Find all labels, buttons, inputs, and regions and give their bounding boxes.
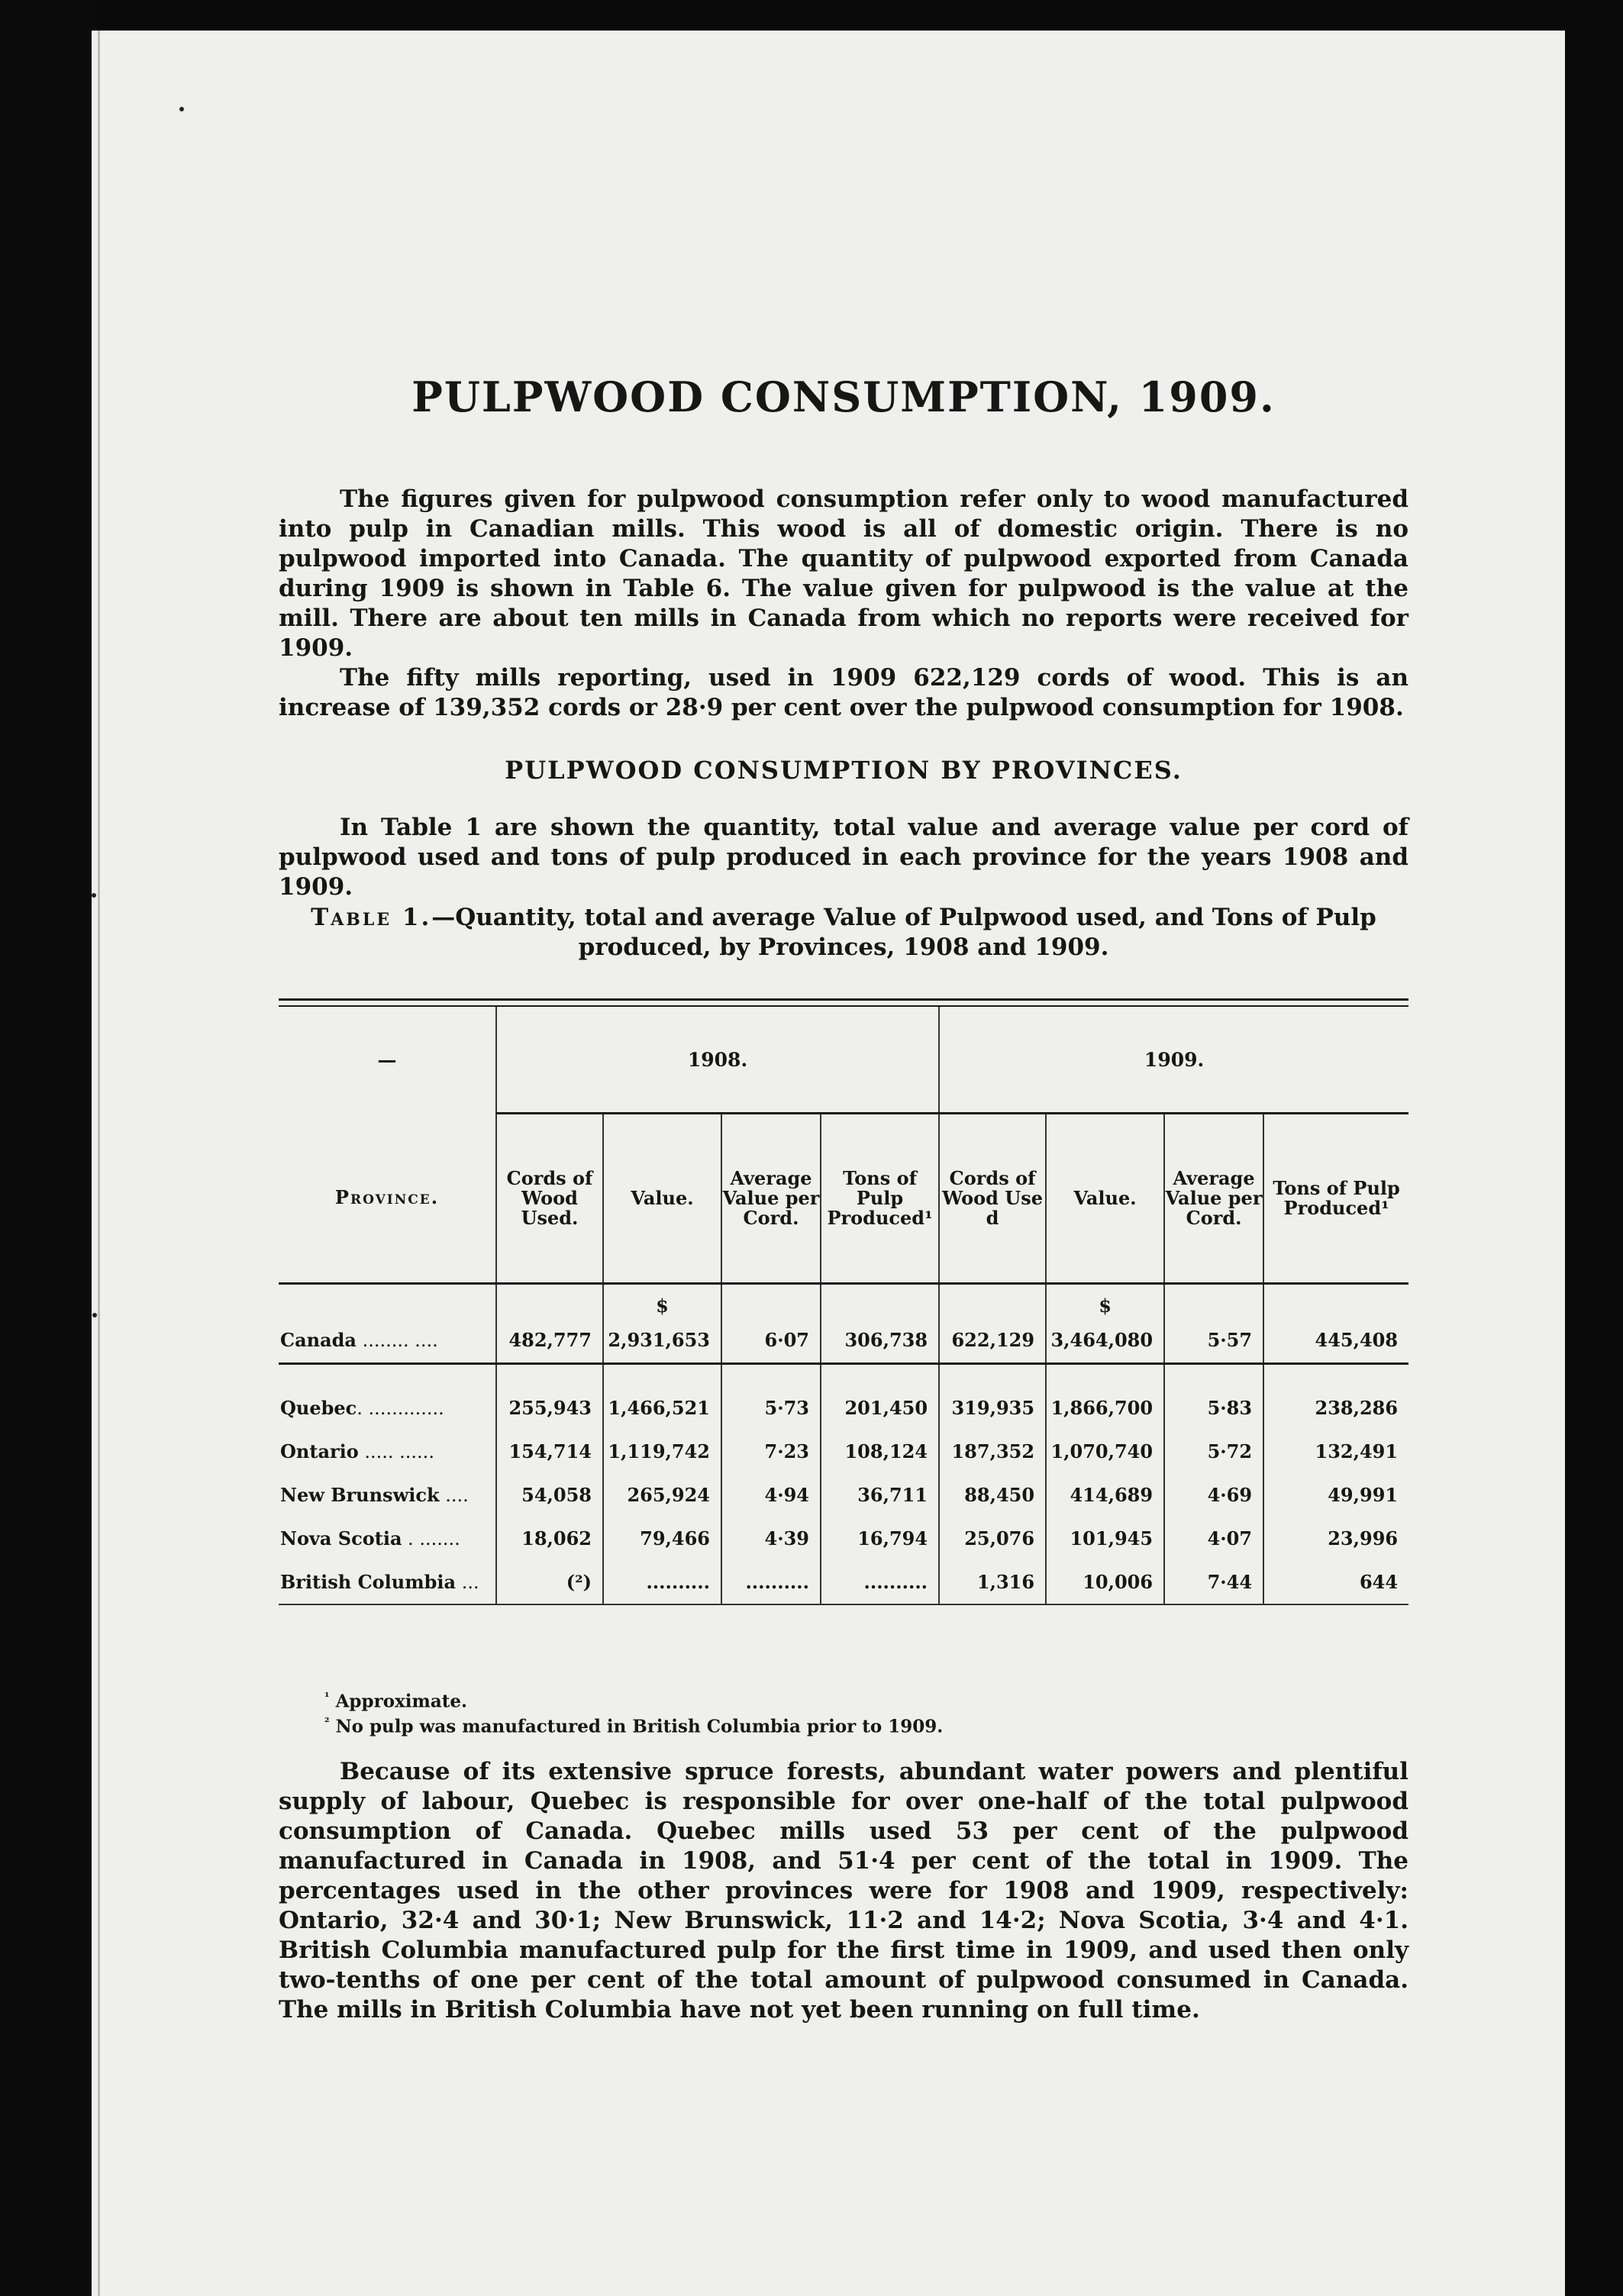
section-heading: PULPWOOD CONSUMPTION BY PROVINCES. bbox=[505, 756, 1183, 785]
cell: 201,450 bbox=[821, 1386, 939, 1430]
col-1908-average: Average Value per Cord. bbox=[721, 1114, 821, 1284]
intro-paragraph-1: The figures given for pulpwood consumption refer only to wood manufactured into pulp in Canadian mills. This wood is all of domestic origin. There is no pulpwood imported into Canada. The quantity of pulpwood exported from Canada during 1909 is shown in Table 6. The value given for pulpwood is the value at the mill. There are about ten mills in Canada from which no reports were received for 1909. bbox=[279, 485, 1408, 662]
document-page bbox=[92, 31, 1565, 2296]
table-row-ontario bbox=[279, 1430, 1408, 1473]
cell: 25,076 bbox=[939, 1517, 1046, 1560]
cell: 1,119,742 bbox=[603, 1430, 721, 1473]
table-intro-paragraph: In Table 1 are shown the quantity, total value and average value per cord of pulpwood used and tons of pulp produced in each province for the years 1908 and 1909. bbox=[279, 814, 1408, 901]
row-label: New Brunswick .... bbox=[280, 1484, 469, 1506]
scan-speck bbox=[92, 893, 96, 898]
cell: 18,062 bbox=[496, 1517, 603, 1560]
cell: 10,006 bbox=[1046, 1560, 1164, 1604]
intro-paragraph-2: The fifty mills reporting, used in 1909 622,129 cords of wood. This is an increase of 139,352 cords or 28·9 per cent over the pulpwood consumption for 1908. bbox=[279, 664, 1408, 721]
cell: 132,491 bbox=[1263, 1430, 1408, 1473]
cell: 7·23 bbox=[721, 1430, 821, 1473]
intro-text bbox=[279, 485, 1408, 723]
cell: 54,058 bbox=[496, 1473, 603, 1517]
closing-paragraph: Because of its extensive spruce forests, abundant water powers and plentiful supply of labour, Quebec is responsible for over one-half of the total pulpwood consumption of Canada. Quebec mills used 53 per cent of the pulpwood manufactured in Canada in 1908, and 51·4 per cent of the total in 1909. The percentages used in the other provinces were for 1908 and 1909, respectively: Ontario, 32·4 and 30·1; New Brunswick, 11·2 and 14·2; Nova Scotia, 3·4 and 4·1. British Columbia manufactured pulp for the first time in 1909, and used then only two-tenths of one per cent of the total amount of pulpwood consumed in Canada. The mills in British Columbia have not yet been running on full time. bbox=[279, 1758, 1408, 2024]
col-1909-cords: Cords of Wood Use d bbox=[939, 1114, 1046, 1284]
table-footnotes bbox=[324, 1687, 943, 1737]
cell: 3,464,080 bbox=[1046, 1317, 1164, 1364]
cell: 238,286 bbox=[1263, 1386, 1408, 1430]
cell: 5·73 bbox=[721, 1386, 821, 1430]
cell: .......... bbox=[603, 1560, 721, 1604]
cell: 101,945 bbox=[1046, 1517, 1164, 1560]
cell: 154,714 bbox=[496, 1430, 603, 1473]
cell: 88,450 bbox=[939, 1473, 1046, 1517]
table-row-new-brunswick bbox=[279, 1473, 1408, 1517]
cell: 5·83 bbox=[1164, 1386, 1263, 1430]
table-1 bbox=[279, 998, 1408, 1605]
scan-speck bbox=[179, 107, 184, 111]
table-top-rule bbox=[279, 998, 1408, 1007]
cell: 4·94 bbox=[721, 1473, 821, 1517]
province-header: Province. bbox=[279, 1114, 496, 1284]
cell: 482,777 bbox=[496, 1317, 603, 1364]
table-row-british-columbia bbox=[279, 1560, 1408, 1604]
cell: 622,129 bbox=[939, 1317, 1046, 1364]
cell: 414,689 bbox=[1046, 1473, 1164, 1517]
footnote-1: $^{^1}$ Approximate. bbox=[324, 1690, 467, 1712]
scan-gutter bbox=[0, 0, 92, 2296]
row-label: Quebec. ............. bbox=[280, 1397, 444, 1419]
cell: 1,070,740 bbox=[1046, 1430, 1164, 1473]
cell: 5·72 bbox=[1164, 1430, 1263, 1473]
stub-dash: — bbox=[377, 1049, 397, 1072]
table-caption-label: Table 1. bbox=[311, 904, 432, 931]
row-label: British Columbia ... bbox=[279, 1560, 496, 1604]
cell: 7·44 bbox=[1164, 1560, 1263, 1604]
column-header-row bbox=[279, 1114, 1408, 1284]
cell: 4·39 bbox=[721, 1517, 821, 1560]
col-1908-tons: Tons of Pulp Produced¹ bbox=[821, 1114, 939, 1284]
cell: 16,794 bbox=[821, 1517, 939, 1560]
cell: 306,738 bbox=[821, 1317, 939, 1364]
cell: 265,924 bbox=[603, 1473, 721, 1517]
cell: .......... bbox=[721, 1560, 821, 1604]
row-label: Nova Scotia . ....... bbox=[280, 1527, 460, 1549]
cell: 1,466,521 bbox=[603, 1386, 721, 1430]
cell: 255,943 bbox=[496, 1386, 603, 1430]
pulpwood-table bbox=[279, 1007, 1408, 1605]
cell: 319,935 bbox=[939, 1386, 1046, 1430]
cell: 36,711 bbox=[821, 1473, 939, 1517]
table-row-canada bbox=[279, 1317, 1408, 1364]
cell: (²) bbox=[496, 1560, 603, 1604]
col-1908-cords: Cords of Wood Used. bbox=[496, 1114, 603, 1284]
year-1908-header: 1908. bbox=[496, 1007, 939, 1114]
col-1908-value: Value. bbox=[603, 1114, 721, 1284]
dollar-unit-row bbox=[279, 1284, 1408, 1317]
table-intro-text bbox=[279, 813, 1408, 902]
page-title: PULPWOOD CONSUMPTION, 1909. bbox=[411, 372, 1276, 421]
cell: 445,408 bbox=[1263, 1317, 1408, 1364]
col-1909-average: Average Value per Cord. bbox=[1164, 1114, 1263, 1284]
cell: 1,866,700 bbox=[1046, 1386, 1164, 1430]
row-label: Canada ........ .... bbox=[279, 1317, 496, 1364]
year-header-row bbox=[279, 1007, 1408, 1114]
table-caption bbox=[279, 903, 1408, 963]
cell: 79,466 bbox=[603, 1517, 721, 1560]
page-fold-line bbox=[98, 31, 100, 2296]
cell: 4·07 bbox=[1164, 1517, 1263, 1560]
col-1909-tons: Tons of Pulp Produced¹ bbox=[1263, 1114, 1408, 1284]
cell: 2,931,653 bbox=[603, 1317, 721, 1364]
cell: 5·57 bbox=[1164, 1317, 1263, 1364]
cell: 108,124 bbox=[821, 1430, 939, 1473]
table-caption-text: —Quantity, total and average Value of Pulpwood used, and Tons of Pulp produced, by Provinces, 1908 and 1909. bbox=[431, 904, 1376, 961]
dollar-sign-1908: $ bbox=[603, 1284, 721, 1317]
cell: 4·69 bbox=[1164, 1473, 1263, 1517]
cell: 644 bbox=[1263, 1560, 1408, 1604]
table-row-nova-scotia bbox=[279, 1517, 1408, 1560]
cell: 49,991 bbox=[1263, 1473, 1408, 1517]
row-label: Ontario ..... ...... bbox=[280, 1440, 434, 1462]
year-1909-header: 1909. bbox=[939, 1007, 1408, 1114]
dollar-sign-1909: $ bbox=[1046, 1284, 1164, 1317]
closing-text bbox=[279, 1757, 1408, 2025]
table-row-quebec bbox=[279, 1386, 1408, 1430]
cell: 23,996 bbox=[1263, 1517, 1408, 1560]
footnote-2: $^{^2}$ No pulp was manufactured in British Columbia prior to 1909. bbox=[324, 1714, 944, 1737]
cell: 1,316 bbox=[939, 1560, 1046, 1604]
cell: .......... bbox=[821, 1560, 939, 1604]
cell: 6·07 bbox=[721, 1317, 821, 1364]
cell: 187,352 bbox=[939, 1430, 1046, 1473]
col-1909-value: Value. bbox=[1046, 1114, 1164, 1284]
scan-speck bbox=[92, 1313, 97, 1317]
